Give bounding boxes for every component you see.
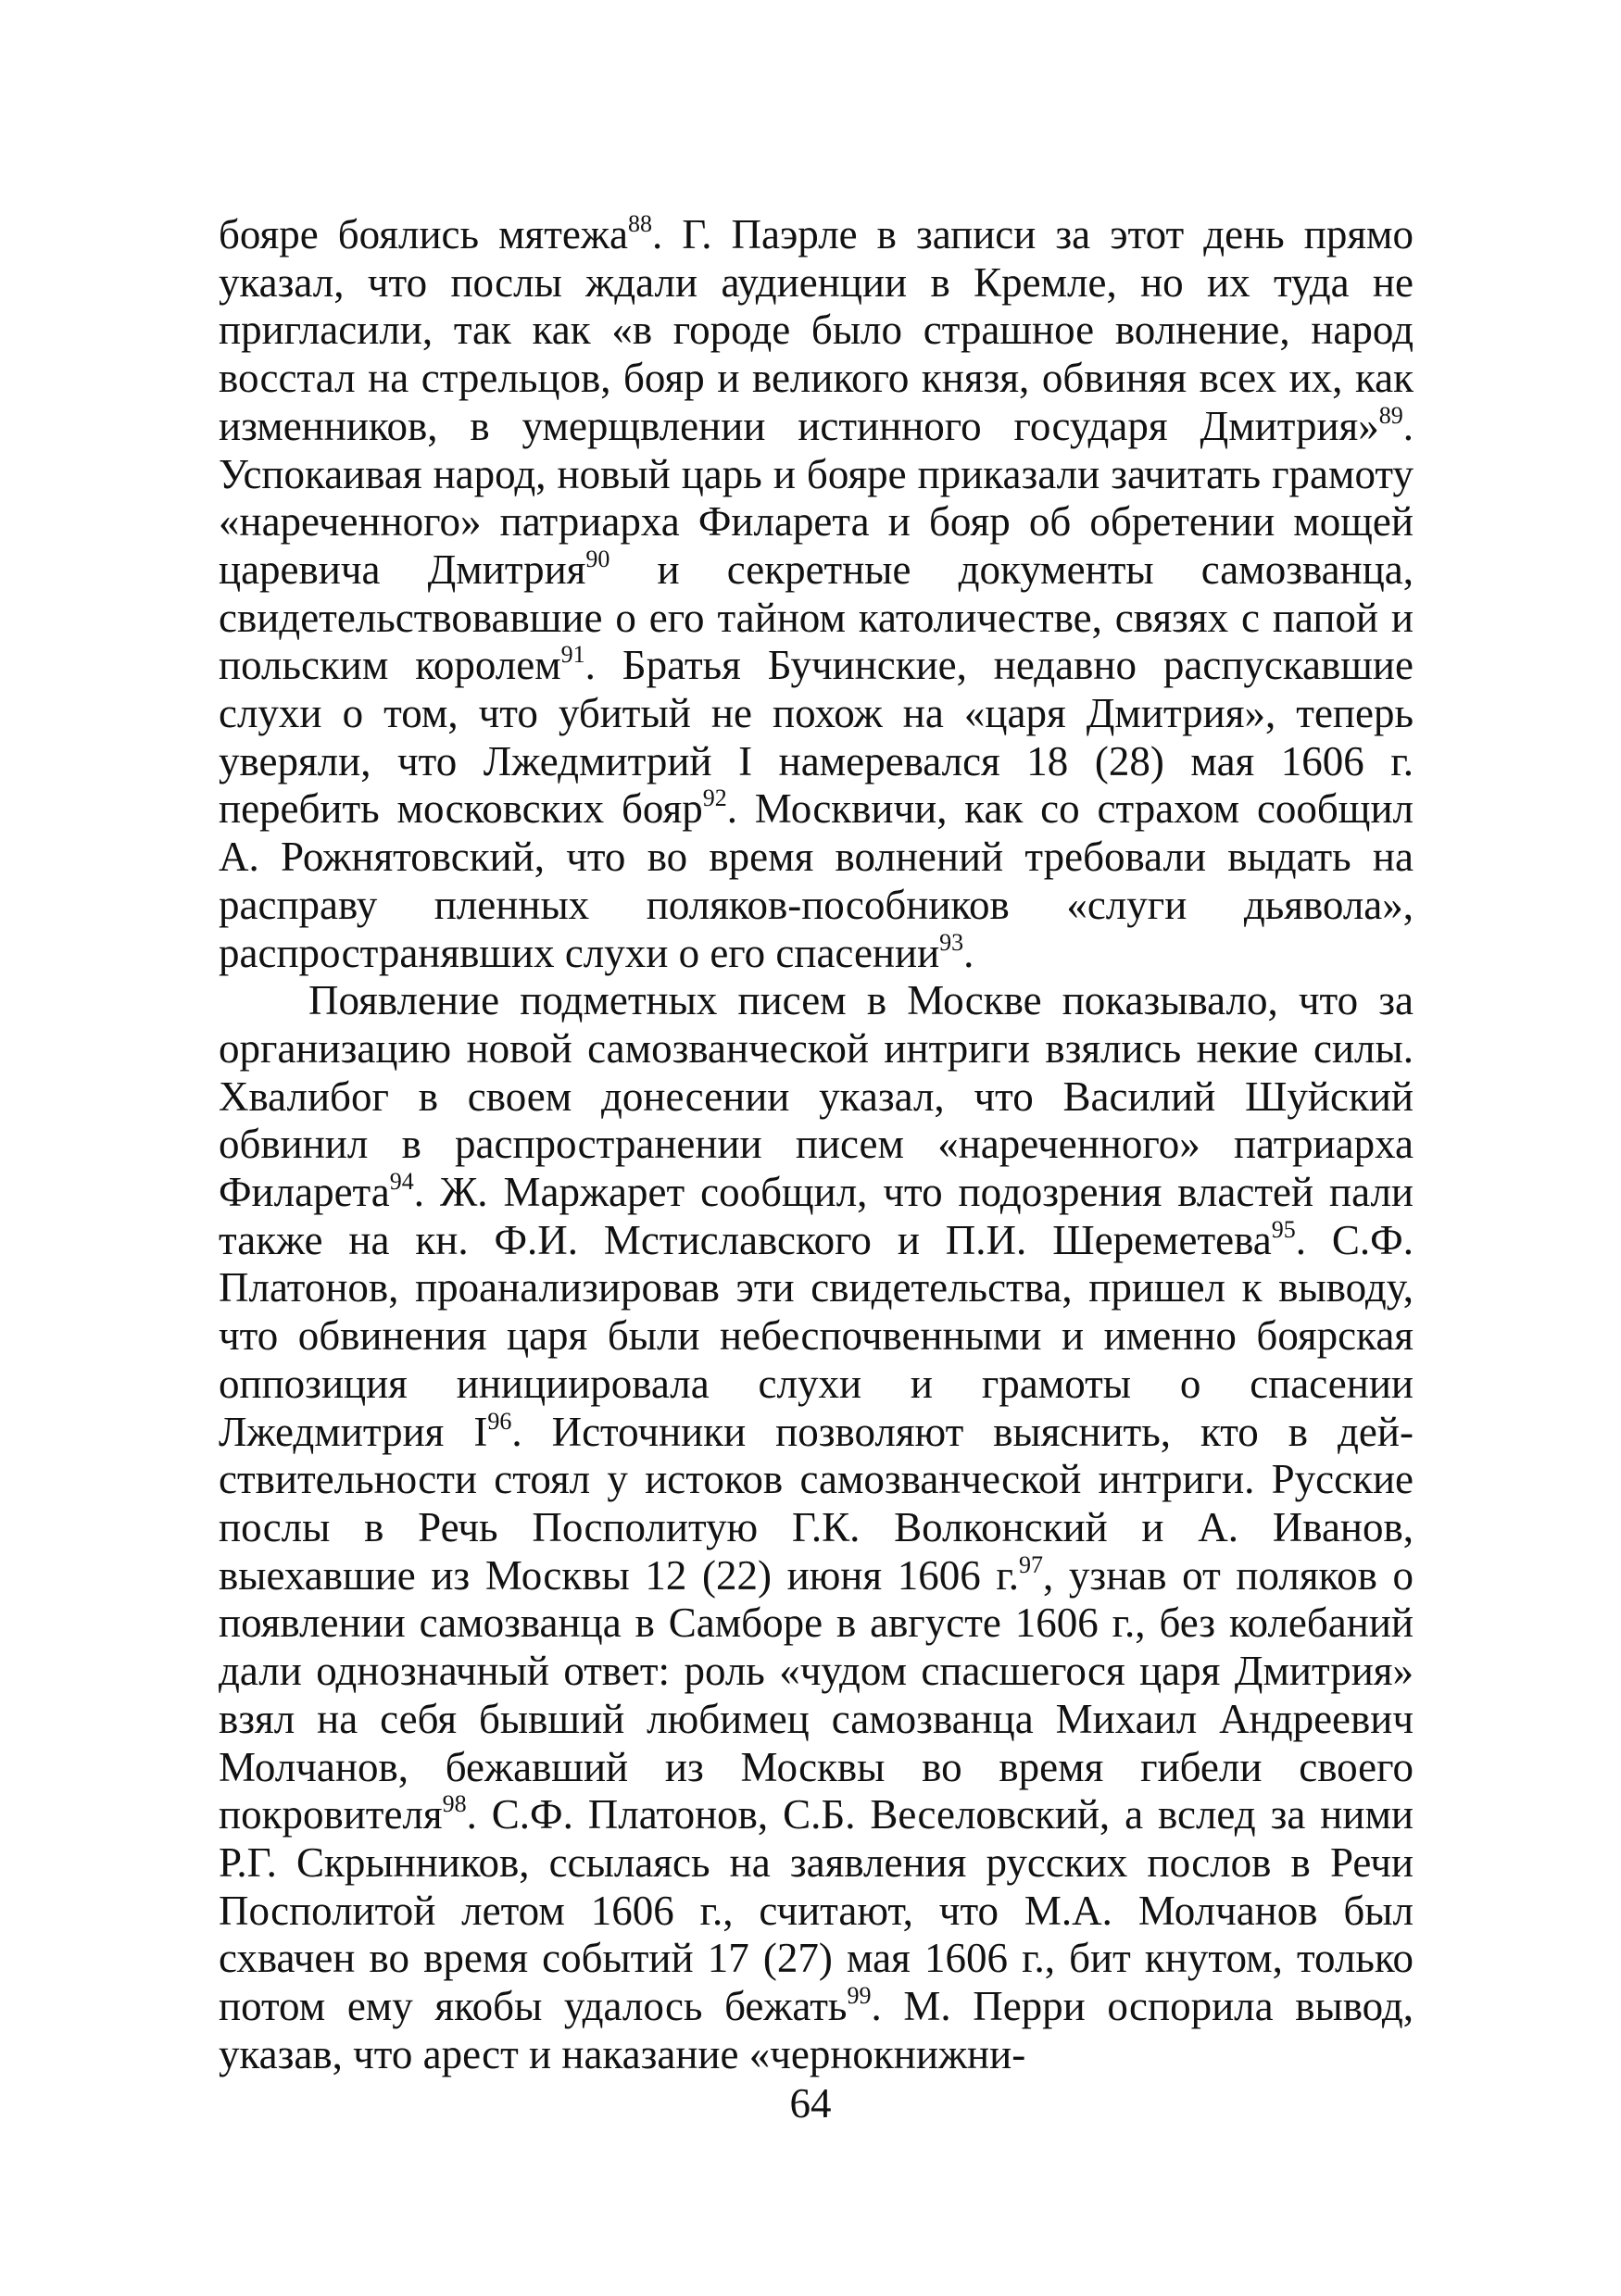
text-segment: . Г. Паэрле в записи за этот день прямо указал, что послы ждали аудиенции в Кремле, но их туда не пригласили, так как «в городе было страшное волнение, народ восстал на стрельцов, бояр и великого князя, обвиняя всех их, как изменников, в умерщвлении истинного государя Дмитрия» [219,211,1414,449]
text-segment: . С.Ф. Платонов, проанализировав эти свидетельства, пришел к выводу, что обвинения царя были небеспочвенными и именно боярская оппозиция инициировала слухи и грамоты о спасении Лжедмитрия I [219,1216,1414,1455]
footnote-ref-93: 93 [939,928,964,956]
footnote-ref-96: 96 [487,1407,512,1435]
text-segment: . Братья Бучинские, недавно распускавшие слухи о том, что убитый не похож на «царя Дмитрия», теперь уверяли, что Лжедмитрий I намеревался 18 (28) мая 1606 г. перебить московских бояр [219,642,1414,833]
footnote-ref-90: 90 [585,545,610,572]
text-segment: . [963,929,974,976]
text-segment: и секретные документы самозванца, свидетельствовавшие о его тайном католичестве, связях с папой и польским королем [219,546,1414,689]
text-segment: . Москвичи, как со страхом сообщил А. Рожнятовский, что во время волнений требовали выдать на расправу пленных поляков-пособников «слуги дьявола», распространявших слухи о его спасении [219,785,1414,976]
text-segment: . М. Перри оспорила вывод, указав, что арест и наказание «чернокнижни- [219,1983,1414,2077]
text-segment: бояре боялись мятежа [219,211,628,257]
text-segment: . Ж. Маржарет сообщил, что подозрения властей пали также на кн. Ф.И. Мстиславского и П.И. Шереметева [219,1169,1414,1263]
paragraph-2 [219,977,1414,2078]
footnote-ref-94: 94 [389,1168,414,1196]
footnote-ref-88: 88 [627,210,652,237]
paragraph-1 [219,211,1414,977]
page-number: 64 [789,2080,832,2127]
text-segment: Появление подметных писем в Москве показывало, что за организацию новой самозванческой интриги взялись некие силы. Хвалибог в своем донесении указал, что Василий Шуйский обвинил в распространении писем «нареченного» патриарха Филарета [219,977,1414,1216]
footnote-ref-92: 92 [702,784,727,812]
text-segment: , узнав от поляков о появлении самозванца в Самборе в августе 1606 г., без колебаний дали однозначный ответ: роль «чудом спасшегося царя Дмитрия» взял на себя бывший любимец самозванца Михаил Андреевич Молчанов, бежавший из Москвы во время гибели своего покровителя [219,1551,1414,1838]
text-segment: . Источники позволяют выяснить, кто в действительности стоял у истоков самозванческой интриги. Русские послы в Речь Посполитую Г.К. Волконский и А. Иванов, выехавшие из Москвы 12 (22) июня 1606 г. [219,1408,1414,1599]
footnote-ref-95: 95 [1271,1215,1296,1243]
footnote-ref-98: 98 [442,1790,467,1818]
footnote-ref-99: 99 [847,1982,872,2010]
text-segment: . Успокаивая народ, новый царь и бояре приказали зачитать грамоту «нареченного» патриарха Филарета и бояр об обретении мощей царевича Дмитрия [219,402,1414,593]
page-body [219,211,1414,2078]
footnote-ref-91: 91 [560,641,585,669]
footnote-ref-97: 97 [1019,1550,1044,1578]
footnote-ref-89: 89 [1378,401,1403,429]
text-segment: . С.Ф. Платонов, С.Б. Веселовский, а вслед за ними Р.Г. Скрынников, ссылаясь на заявления русских послов в Речи Посполитой летом 1606 г., считают, что М.А. Молчанов был схвачен во время событий 17 (27) мая 1606 г., бит кнутом, только потом ему якобы удалось бежать [219,1791,1414,2030]
